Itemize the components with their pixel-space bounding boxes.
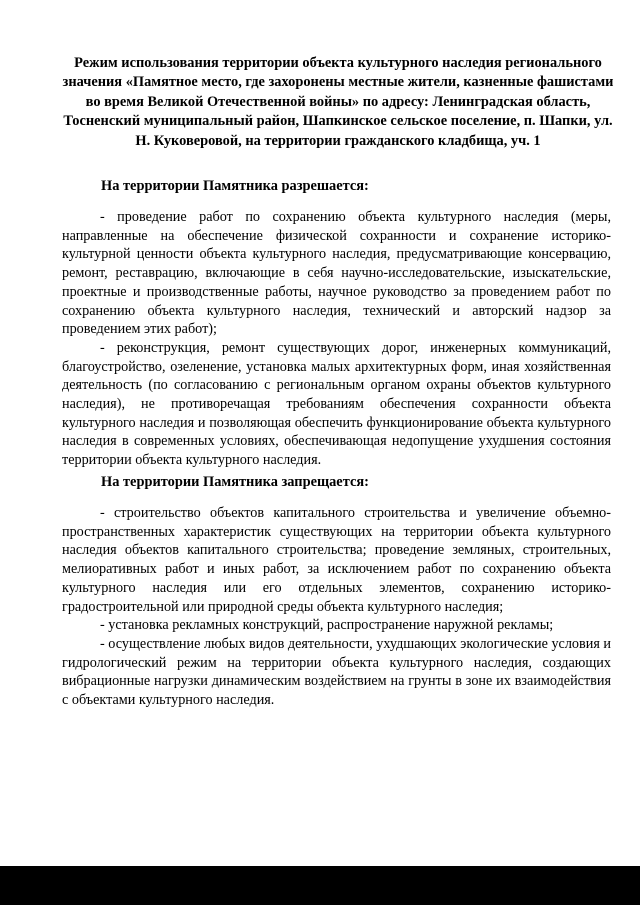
allowed-heading: На территории Памятника разрешается: bbox=[101, 178, 369, 194]
document-title: Режим использования территории объекта культурного наследия регионального значения «Памятное место, где захоронены местные жители, казненные фашистами во время Великой Отечественной войны» по адресу: Ленинградская область, Тосненский муниципальный район, Шапкинское сельское поселение, п. Шапки, ул. Н. Куковеровой, на территории гражданского кладбища, уч. 1 bbox=[62, 55, 614, 149]
forbidden-item: - строительство объектов капитального строительства и увеличение объемно-пространственных характеристик существующих на территории объекта культурного наследия объектов капитального строительства; проведение земляных, строительных, мелиоративных работ и иных работ, за исключением работ по сохранению объекта культурного наследия или его отдельных элементов, сохранению историко-градостроительной или природной среды объекта культурного наследия; bbox=[62, 505, 611, 615]
forbidden-section bbox=[62, 504, 611, 710]
forbidden-item: - осуществление любых видов деятельности, ухудшающих экологические условия и гидрологический режим на территории объекта культурного наследия, создающих вибрационные нагрузки динамическим воздействием на грунты в зоне их взаимодействия с объектами культурного наследия. bbox=[62, 635, 611, 709]
forbidden-heading: На территории Памятника запрещается: bbox=[101, 474, 369, 490]
forbidden-item: - установка рекламных конструкций, распространение наружной рекламы; bbox=[100, 617, 554, 634]
scan-border-bottom bbox=[0, 866, 640, 905]
allowed-item: - проведение работ по сохранению объекта культурного наследия (меры, направленные на обеспечение физической сохранности и сохранение историко-культурной ценности объекта культурного наследия, предусматривающие консервацию, ремонт, реставрацию, включающие в себя научно-исследовательские, изыскательские, проектные и производственные работы, научное руководство за проведением работ по сохранению объекта культурного наследия, технический и авторский надзор за проведением этих работ); bbox=[62, 209, 611, 338]
allowed-item: - реконструкция, ремонт существующих дорог, инженерных коммуникаций, благоустройство, озеленение, установка малых архитектурных форм, иная хозяйственная деятельность (по согласованию с региональным органом охраны объектов культурного наследия), не противоречащая требованиям обеспечения сохранности объекта культурного наследия и позволяющая обеспечить функционирование объекта культурного наследия в современных условиях, обеспечивающая недопущение ухудшения состояния территории объекта культурного наследия. bbox=[62, 339, 611, 469]
allowed-section bbox=[62, 208, 611, 470]
